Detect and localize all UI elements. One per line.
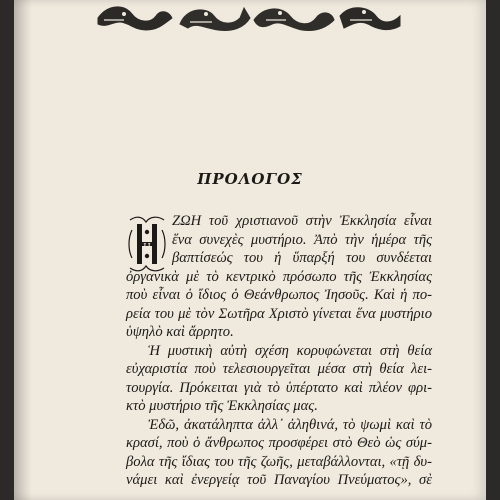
paragraph-1 [126,212,432,342]
text-line: βολα τῆς ἴδιας του τῆς ζωῆς, μεταβάλλονται, «τῇ δυ- [126,453,432,470]
text-line: νάμει καὶ ἐνεργείᾳ τοῦ Παναγίου Πνεύματος», σὲ [126,472,432,488]
text-line: κτὸ μυστήριο τῆς Ἐκκλησίας μας. [126,398,318,414]
text-line: κρασί, ποὺ ὁ ἄνθρωπος προσφέρει στὸ Θεὸ ὡς σύμ- [126,435,432,451]
text-line: ἕνα συνεχὲς μυστήριο. Ἀπὸ τὴν ἡμέρα τῆς [172,231,432,248]
text-line: Ἐδῶ, ἀκατάληπτα ἀλλ᾽ ἀληθινά, τὸ ψωμὶ καὶ τὸ [148,416,432,433]
decorative-headpiece-ornament-icon [94,0,404,34]
text-line: ὑψηλὸ καὶ ἄρρητο. [126,324,234,340]
book-page [14,0,486,500]
text-line: τουργία. Πρόκειται γιὰ τὸ ὑπέρτατο καὶ πλέον φρι- [126,379,432,396]
text-line: ΖΩΗ τοῦ χριστιανοῦ στὴν Ἐκκλησία εἶναι [172,213,432,229]
paragraph-2 [126,342,432,416]
text-line: Ἡ μυστικὴ αὐτὴ σχέση κορυφώνεται στὴ θεία [148,342,432,359]
page-gutter-shadow [14,0,32,500]
text-line: εὐχαριστία ποὺ τελεσιουργεῖται μέσα στὴ θεία λει- [126,361,432,377]
text-line: ρεία του μὲ τὸν Σωτῆρα Χριστὸ γίνεται ἕνα μυστήριο [126,305,432,322]
paragraph-3 [126,416,432,490]
text-line: βαπτίσεώς του ἡ ὕπαρξή του συνδέεται [172,250,432,266]
drop-cap-letter: Η [143,243,151,253]
text-line: ὀργανικὰ μὲ τὸ κεντρικὸ πρόσωπο τῆς Ἐκκλησίας [126,268,432,285]
body-text [126,212,432,490]
text-line: ποὺ εἶναι ὁ ἴδιος ὁ Θεάνθρωπος Ἰησοῦς. Καὶ ἡ πο- [126,287,432,303]
page-title: ΠΡΟΛΟΓΟΣ [197,170,303,188]
